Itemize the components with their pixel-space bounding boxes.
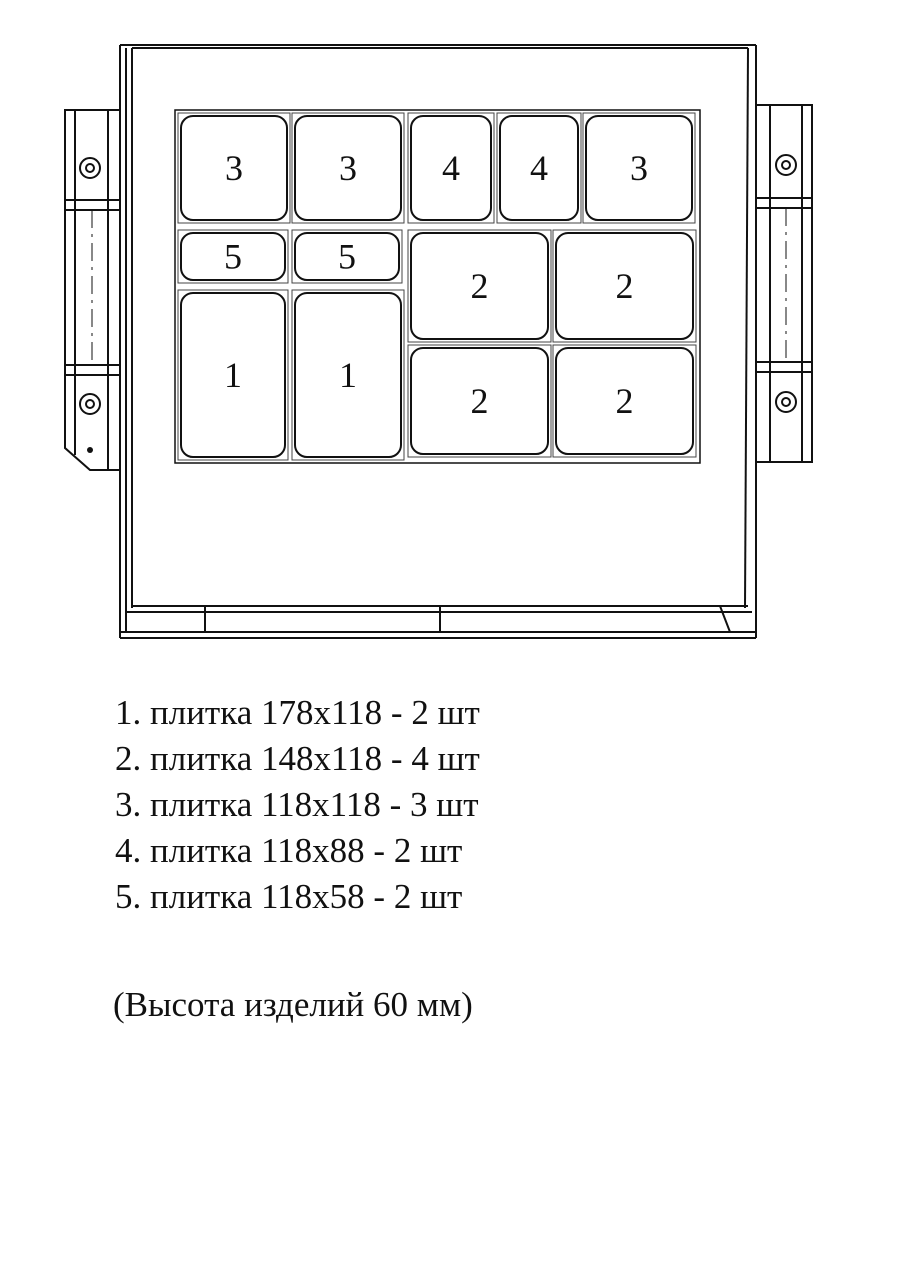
left-lower-hole-icon	[80, 394, 100, 414]
right-lower-hole-icon	[776, 392, 796, 412]
tile	[497, 113, 581, 223]
tile-legend	[115, 690, 480, 920]
tile	[553, 230, 696, 342]
tile-label: 1	[339, 355, 357, 395]
tile	[178, 113, 290, 223]
legend-item-1: 1. плитка 178х118 - 2 шт	[115, 693, 480, 732]
tiles-layer	[178, 113, 696, 460]
tile	[178, 290, 288, 460]
tile	[292, 290, 404, 460]
tile-label: 4	[442, 148, 460, 188]
legend-item-2: 2. плитка 148х118 - 4 шт	[115, 739, 480, 778]
tile	[553, 345, 696, 457]
legend-item-4: 4. плитка 118х88 - 2 шт	[115, 831, 463, 870]
right-upper-hole-icon	[776, 155, 796, 175]
tile-label: 4	[530, 148, 548, 188]
tile	[408, 113, 494, 223]
tile	[583, 113, 695, 223]
tile-label: 3	[339, 148, 357, 188]
tile-label: 3	[630, 148, 648, 188]
tile	[292, 113, 404, 223]
legend-item-3: 3. плитка 118х118 - 3 шт	[115, 785, 479, 824]
tile-label: 2	[615, 266, 634, 306]
right-mounting-bracket	[756, 105, 812, 462]
height-note: (Высота изделий 60 мм)	[113, 985, 473, 1024]
legend-item-5: 5. плитка 118х58 - 2 шт	[115, 877, 463, 916]
tile	[408, 230, 551, 342]
tile-label: 2	[470, 381, 489, 421]
left-upper-hole-icon	[80, 158, 100, 178]
tile-label: 5	[338, 236, 356, 277]
tile	[292, 230, 402, 283]
tile-label: 3	[225, 148, 243, 188]
bracket-marker-icon	[87, 447, 93, 453]
tile-label: 1	[224, 355, 242, 395]
tile-label: 2	[470, 266, 489, 306]
tile-label: 5	[224, 236, 242, 277]
tile	[178, 230, 288, 283]
tile-label: 2	[615, 381, 634, 421]
tile	[408, 345, 551, 457]
